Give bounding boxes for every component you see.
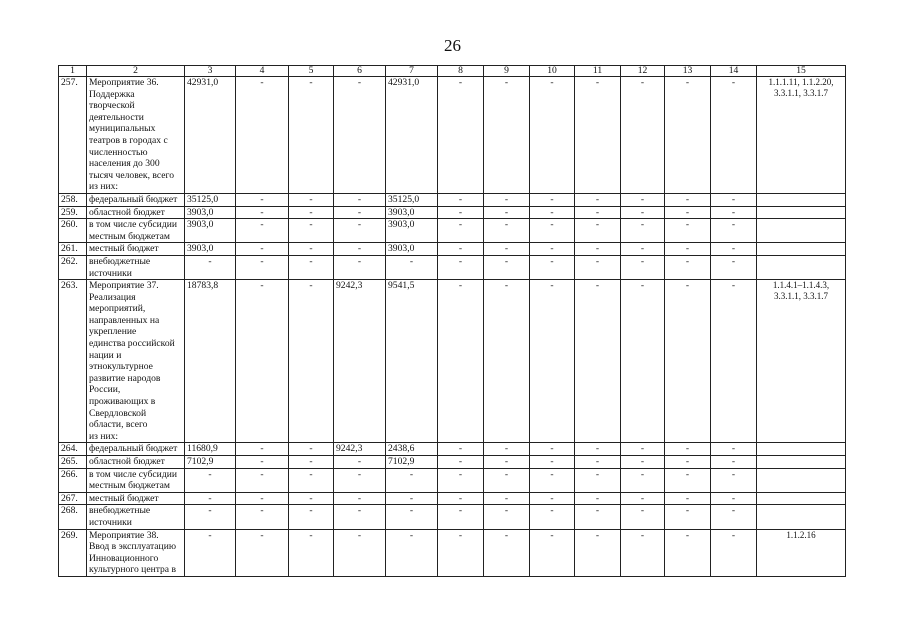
cell-col-6: - — [334, 456, 386, 469]
cell-col-7: 3903,0 — [386, 243, 438, 256]
cell-col-3: - — [185, 255, 236, 279]
column-header-13: 13 — [665, 66, 711, 77]
cell-col-12: - — [621, 492, 665, 505]
row-name: внебюджетные источники — [87, 505, 185, 529]
column-header-12: 12 — [621, 66, 665, 77]
cell-col-5: - — [289, 443, 334, 456]
cell-col-6: 9242,3 — [334, 280, 386, 443]
cell-col-12: - — [621, 206, 665, 219]
cell-col-14: - — [711, 77, 757, 194]
row-number: 260. — [59, 219, 87, 243]
cell-col-8: - — [438, 219, 484, 243]
cell-col-4: - — [236, 243, 289, 256]
cell-col-9: - — [484, 255, 530, 279]
cell-col-8: - — [438, 456, 484, 469]
cell-col-5: - — [289, 529, 334, 576]
cell-col-8: - — [438, 443, 484, 456]
cell-col-3: 3903,0 — [185, 219, 236, 243]
cell-col-3: 7102,9 — [185, 456, 236, 469]
cell-col-14: - — [711, 529, 757, 576]
column-header-11: 11 — [575, 66, 621, 77]
row-number: 269. — [59, 529, 87, 576]
cell-col-12: - — [621, 529, 665, 576]
cell-col-4: - — [236, 468, 289, 492]
cell-col-8: - — [438, 193, 484, 206]
table-row — [59, 456, 846, 469]
cell-col-13: - — [665, 529, 711, 576]
row-reference: 1.1.2.16 — [757, 529, 846, 576]
cell-col-3: 18783,8 — [185, 280, 236, 443]
cell-col-6: - — [334, 219, 386, 243]
row-number: 257. — [59, 77, 87, 194]
cell-col-9: - — [484, 280, 530, 443]
table-row — [59, 206, 846, 219]
cell-col-5: - — [289, 243, 334, 256]
cell-col-12: - — [621, 77, 665, 194]
column-header-10: 10 — [530, 66, 575, 77]
cell-col-13: - — [665, 505, 711, 529]
cell-col-10: - — [530, 443, 575, 456]
cell-col-5: - — [289, 505, 334, 529]
row-reference — [757, 456, 846, 469]
cell-col-14: - — [711, 219, 757, 243]
row-number: 262. — [59, 255, 87, 279]
cell-col-5: - — [289, 280, 334, 443]
row-number: 261. — [59, 243, 87, 256]
cell-col-12: - — [621, 255, 665, 279]
cell-col-11: - — [575, 492, 621, 505]
cell-col-4: - — [236, 492, 289, 505]
row-number: 258. — [59, 193, 87, 206]
cell-col-7: 42931,0 — [386, 77, 438, 194]
row-name: местный бюджет — [87, 492, 185, 505]
cell-col-7: - — [386, 492, 438, 505]
row-reference — [757, 492, 846, 505]
cell-col-10: - — [530, 206, 575, 219]
cell-col-5: - — [289, 77, 334, 194]
row-reference — [757, 243, 846, 256]
row-reference — [757, 219, 846, 243]
cell-col-10: - — [530, 219, 575, 243]
cell-col-11: - — [575, 468, 621, 492]
cell-col-4: - — [236, 456, 289, 469]
table-row — [59, 77, 846, 194]
cell-col-7: 9541,5 — [386, 280, 438, 443]
cell-col-9: - — [484, 243, 530, 256]
table-row — [59, 468, 846, 492]
cell-col-7: - — [386, 505, 438, 529]
cell-col-9: - — [484, 468, 530, 492]
cell-col-7: - — [386, 529, 438, 576]
row-reference — [757, 443, 846, 456]
cell-col-7: - — [386, 468, 438, 492]
cell-col-4: - — [236, 206, 289, 219]
cell-col-9: - — [484, 505, 530, 529]
column-header-8: 8 — [438, 66, 484, 77]
cell-col-13: - — [665, 206, 711, 219]
cell-col-3: - — [185, 529, 236, 576]
table-row — [59, 443, 846, 456]
cell-col-8: - — [438, 255, 484, 279]
cell-col-8: - — [438, 529, 484, 576]
row-number: 266. — [59, 468, 87, 492]
cell-col-13: - — [665, 456, 711, 469]
cell-col-14: - — [711, 456, 757, 469]
cell-col-12: - — [621, 243, 665, 256]
cell-col-5: - — [289, 492, 334, 505]
row-reference — [757, 193, 846, 206]
cell-col-3: - — [185, 505, 236, 529]
cell-col-6: - — [334, 468, 386, 492]
row-name: местный бюджет — [87, 243, 185, 256]
table-row — [59, 243, 846, 256]
cell-col-13: - — [665, 193, 711, 206]
row-name: в том числе субсидии местным бюджетам — [87, 468, 185, 492]
cell-col-8: - — [438, 505, 484, 529]
cell-col-11: - — [575, 193, 621, 206]
cell-col-4: - — [236, 280, 289, 443]
cell-col-11: - — [575, 456, 621, 469]
cell-col-3: 35125,0 — [185, 193, 236, 206]
cell-col-4: - — [236, 255, 289, 279]
cell-col-14: - — [711, 280, 757, 443]
cell-col-9: - — [484, 206, 530, 219]
cell-col-6: - — [334, 529, 386, 576]
cell-col-3: - — [185, 492, 236, 505]
column-header-4: 4 — [236, 66, 289, 77]
cell-col-14: - — [711, 468, 757, 492]
row-name: федеральный бюджет — [87, 443, 185, 456]
cell-col-7: 3903,0 — [386, 206, 438, 219]
cell-col-14: - — [711, 443, 757, 456]
cell-col-7: 7102,9 — [386, 456, 438, 469]
cell-col-3: - — [185, 468, 236, 492]
cell-col-5: - — [289, 255, 334, 279]
cell-col-13: - — [665, 492, 711, 505]
cell-col-4: - — [236, 443, 289, 456]
cell-col-6: - — [334, 193, 386, 206]
cell-col-14: - — [711, 492, 757, 505]
table-row — [59, 255, 846, 279]
column-header-6: 6 — [334, 66, 386, 77]
cell-col-10: - — [530, 456, 575, 469]
cell-col-8: - — [438, 468, 484, 492]
column-header-5: 5 — [289, 66, 334, 77]
cell-col-11: - — [575, 219, 621, 243]
cell-col-3: 3903,0 — [185, 243, 236, 256]
cell-col-13: - — [665, 468, 711, 492]
row-name: областной бюджет — [87, 206, 185, 219]
cell-col-9: - — [484, 443, 530, 456]
cell-col-4: - — [236, 193, 289, 206]
cell-col-4: - — [236, 529, 289, 576]
cell-col-8: - — [438, 206, 484, 219]
cell-col-13: - — [665, 255, 711, 279]
row-number: 259. — [59, 206, 87, 219]
cell-col-10: - — [530, 505, 575, 529]
cell-col-6: 9242,3 — [334, 443, 386, 456]
cell-col-9: - — [484, 193, 530, 206]
cell-col-6: - — [334, 77, 386, 194]
cell-col-13: - — [665, 219, 711, 243]
cell-col-12: - — [621, 280, 665, 443]
cell-col-11: - — [575, 243, 621, 256]
table-row — [59, 280, 846, 443]
row-name: Мероприятие 37. Реализация мероприятий, направленных на укрепление единства российской нации и этнокультурное развитие народов России, проживающих в Свердловской области, всего из них: — [87, 280, 185, 443]
cell-col-12: - — [621, 468, 665, 492]
column-header-row — [59, 66, 846, 77]
cell-col-10: - — [530, 468, 575, 492]
row-reference — [757, 206, 846, 219]
cell-col-5: - — [289, 456, 334, 469]
cell-col-5: - — [289, 219, 334, 243]
budget-table — [58, 65, 846, 577]
cell-col-6: - — [334, 505, 386, 529]
row-reference: 1.1.4.1–1.1.4.3, 3.3.1.1, 3.3.1.7 — [757, 280, 846, 443]
cell-col-13: - — [665, 443, 711, 456]
cell-col-9: - — [484, 529, 530, 576]
row-name: Мероприятие 38. Ввод в эксплуатацию Инновационного культурного центра в — [87, 529, 185, 576]
cell-col-9: - — [484, 219, 530, 243]
table-row — [59, 505, 846, 529]
cell-col-14: - — [711, 193, 757, 206]
cell-col-10: - — [530, 255, 575, 279]
column-header-7: 7 — [386, 66, 438, 77]
table-row — [59, 529, 846, 576]
row-number: 268. — [59, 505, 87, 529]
cell-col-7: 35125,0 — [386, 193, 438, 206]
cell-col-4: - — [236, 505, 289, 529]
row-reference: 1.1.1.11, 1.1.2.20, 3.3.1.1, 3.3.1.7 — [757, 77, 846, 194]
cell-col-14: - — [711, 243, 757, 256]
cell-col-7: - — [386, 255, 438, 279]
cell-col-6: - — [334, 206, 386, 219]
cell-col-6: - — [334, 243, 386, 256]
cell-col-12: - — [621, 443, 665, 456]
cell-col-10: - — [530, 529, 575, 576]
cell-col-13: - — [665, 243, 711, 256]
table-row — [59, 193, 846, 206]
cell-col-12: - — [621, 456, 665, 469]
row-name: федеральный бюджет — [87, 193, 185, 206]
cell-col-11: - — [575, 255, 621, 279]
cell-col-3: 42931,0 — [185, 77, 236, 194]
cell-col-14: - — [711, 206, 757, 219]
table-row — [59, 219, 846, 243]
row-name: областной бюджет — [87, 456, 185, 469]
cell-col-10: - — [530, 77, 575, 194]
cell-col-10: - — [530, 280, 575, 443]
cell-col-6: - — [334, 492, 386, 505]
cell-col-8: - — [438, 280, 484, 443]
row-name: в том числе субсидии местным бюджетам — [87, 219, 185, 243]
cell-col-8: - — [438, 492, 484, 505]
column-header-2: 2 — [87, 66, 185, 77]
cell-col-3: 3903,0 — [185, 206, 236, 219]
cell-col-14: - — [711, 255, 757, 279]
cell-col-12: - — [621, 193, 665, 206]
cell-col-11: - — [575, 505, 621, 529]
cell-col-10: - — [530, 243, 575, 256]
cell-col-12: - — [621, 505, 665, 529]
cell-col-11: - — [575, 206, 621, 219]
table-row — [59, 492, 846, 505]
cell-col-8: - — [438, 77, 484, 194]
row-reference — [757, 468, 846, 492]
row-number: 265. — [59, 456, 87, 469]
row-number: 263. — [59, 280, 87, 443]
cell-col-11: - — [575, 443, 621, 456]
column-header-14: 14 — [711, 66, 757, 77]
column-header-15: 15 — [757, 66, 846, 77]
cell-col-7: 2438,6 — [386, 443, 438, 456]
cell-col-11: - — [575, 77, 621, 194]
cell-col-10: - — [530, 193, 575, 206]
row-name: внебюджетные источники — [87, 255, 185, 279]
cell-col-14: - — [711, 505, 757, 529]
cell-col-12: - — [621, 219, 665, 243]
cell-col-4: - — [236, 219, 289, 243]
cell-col-13: - — [665, 77, 711, 194]
cell-col-3: 11680,9 — [185, 443, 236, 456]
cell-col-5: - — [289, 193, 334, 206]
cell-col-11: - — [575, 280, 621, 443]
cell-col-9: - — [484, 492, 530, 505]
cell-col-7: 3903,0 — [386, 219, 438, 243]
cell-col-8: - — [438, 243, 484, 256]
cell-col-10: - — [530, 492, 575, 505]
row-reference — [757, 505, 846, 529]
row-name: Мероприятие 36. Поддержка творческой деятельности муниципальных театров в городах с численностью населения до 300 тысяч человек, всего из них: — [87, 77, 185, 194]
cell-col-13: - — [665, 280, 711, 443]
column-header-1: 1 — [59, 66, 87, 77]
row-number: 267. — [59, 492, 87, 505]
cell-col-6: - — [334, 255, 386, 279]
cell-col-9: - — [484, 456, 530, 469]
row-number: 264. — [59, 443, 87, 456]
cell-col-11: - — [575, 529, 621, 576]
page-number: 26 — [444, 36, 461, 55]
row-reference — [757, 255, 846, 279]
cell-col-5: - — [289, 206, 334, 219]
cell-col-5: - — [289, 468, 334, 492]
column-header-3: 3 — [185, 66, 236, 77]
cell-col-4: - — [236, 77, 289, 194]
column-header-9: 9 — [484, 66, 530, 77]
cell-col-9: - — [484, 77, 530, 194]
